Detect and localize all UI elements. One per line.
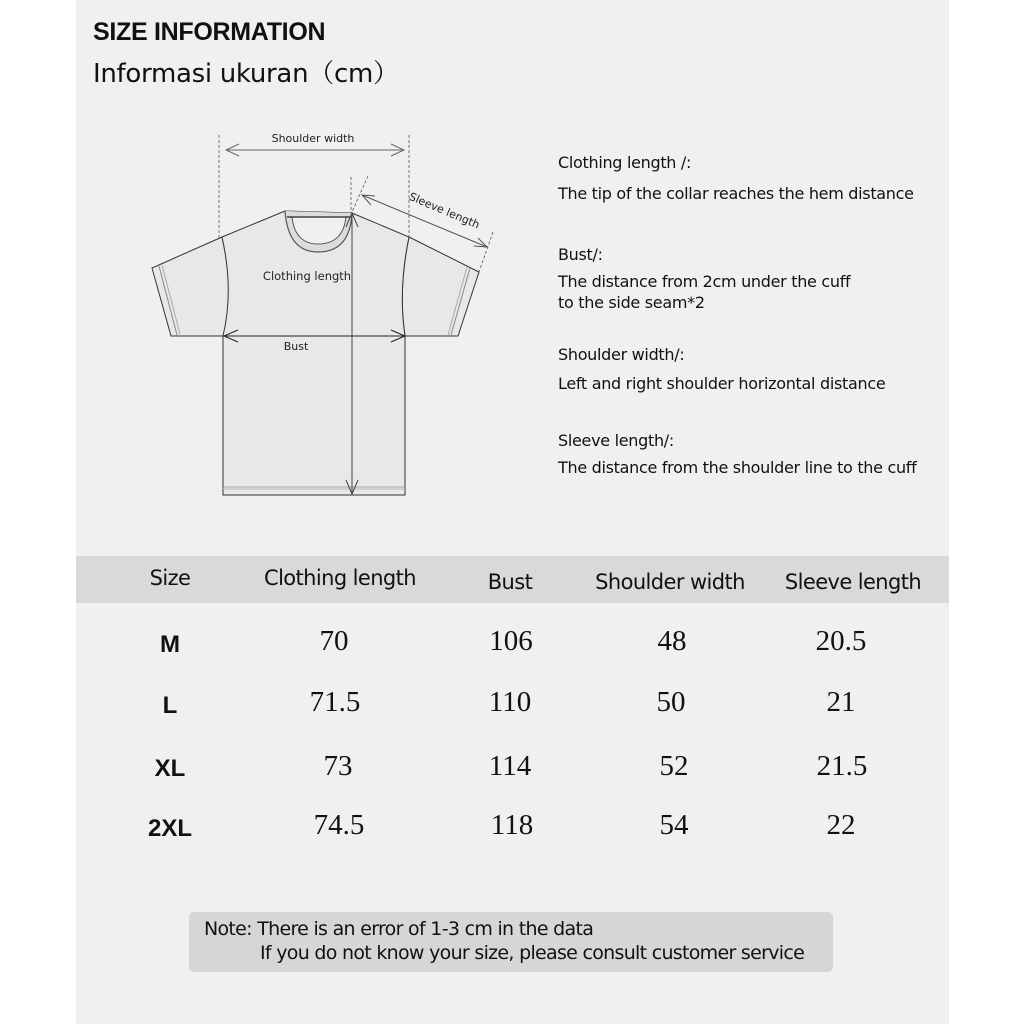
definition-text: The distance from 2cm under the cuff	[558, 272, 851, 291]
torso	[222, 211, 409, 495]
definition-term: Shoulder width/:	[558, 345, 685, 364]
table-cell-sleeve-length: 21	[826, 686, 856, 718]
note-line-consult: If you do not know your size, please consult customer service	[260, 942, 805, 964]
diagram-label-bust: Bust	[283, 340, 309, 353]
page-title: SIZE INFORMATION	[93, 18, 326, 46]
table-header-clothing-length: Clothing length	[264, 566, 416, 590]
table-cell-shoulder-width: 52	[659, 750, 689, 782]
right-sleeve	[402, 237, 479, 336]
table-cell-size: M	[160, 631, 180, 658]
diagram-label-clothing-length: Clothing length	[262, 269, 352, 283]
table-cell-size: L	[162, 692, 178, 719]
table-cell-sleeve-length: 20.5	[815, 625, 867, 657]
definition-text: Left and right shoulder horizontal distance	[558, 374, 886, 393]
table-cell-clothing-length: 70	[319, 625, 349, 657]
table-cell-size: XL	[154, 755, 186, 782]
table-cell-bust: 114	[488, 750, 532, 782]
table-cell-shoulder-width: 54	[659, 809, 689, 841]
diagram-label-shoulder-width: Shoulder width	[271, 132, 355, 145]
definition-term: Clothing length /:	[558, 153, 692, 172]
definition-term: Sleeve length/:	[558, 431, 674, 450]
page-subtitle: Informasi ukuran（cm）	[93, 59, 399, 89]
definition-text: The distance from the shoulder line to the cuff	[558, 458, 917, 477]
table-cell-sleeve-length: 22	[826, 809, 856, 841]
table-cell-clothing-length: 73	[323, 750, 353, 782]
table-cell-bust: 106	[489, 625, 533, 657]
shoulder-width-arrow	[226, 144, 404, 156]
tshirt-measurement-diagram	[140, 120, 520, 510]
table-cell-size: 2XL	[147, 815, 193, 842]
table-cell-bust: 110	[488, 686, 532, 718]
table-cell-bust: 118	[490, 809, 534, 841]
table-cell-clothing-length: 71.5	[309, 686, 361, 718]
tshirt-outline	[152, 211, 479, 495]
table-cell-clothing-length: 74.5	[313, 809, 365, 841]
table-header-sleeve-length: Sleeve length	[784, 570, 922, 594]
table-header-shoulder-width: Shoulder width	[595, 570, 745, 594]
note-line-error: Note: There is an error of 1-3 cm in the data	[204, 918, 594, 940]
definition-term: Bust/:	[558, 245, 603, 264]
definition-text: The tip of the collar reaches the hem distance	[558, 184, 914, 203]
table-cell-shoulder-width: 50	[656, 686, 686, 718]
left-sleeve	[152, 237, 230, 336]
diagram-label-sleeve-length: Sleeve length	[407, 190, 482, 232]
table-cell-shoulder-width: 48	[657, 625, 687, 657]
table-header-bust: Bust	[487, 570, 533, 594]
table-header-size: Size	[149, 566, 191, 590]
definition-text: to the side seam*2	[558, 293, 705, 312]
table-cell-sleeve-length: 21.5	[816, 750, 868, 782]
